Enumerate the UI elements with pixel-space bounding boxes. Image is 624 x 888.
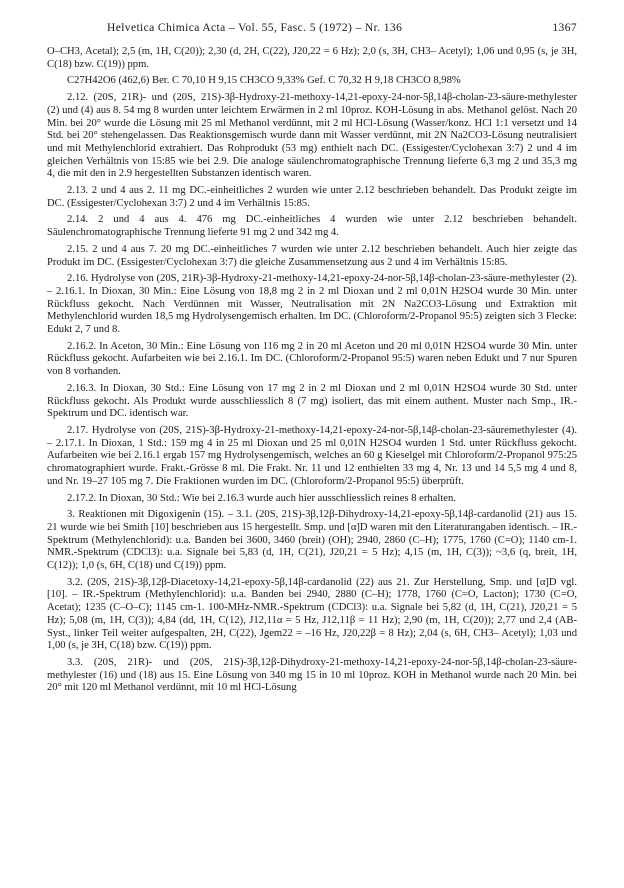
paragraph-p3: 2.13. 2 und 4 aus 2. 11 mg DC.-einheitliches 2 wurden wie unter 2.12 beschrieben behandelt. Das Produkt zeigte im DC. (Essigester/Cyclohexan 3:7) 2 und 4 im Verhältnis 15:85. xyxy=(47,185,577,209)
paragraph-p6: 2.16. Hydrolyse von (20S, 21R)-3β-Hydroxy-21-methoxy-14,21-epoxy-24-nor-5β,14β-cholan-23-säure-methylester (2). – 2.16.1. In Dioxan, 30 Min.: Eine Lösung von 18,8 mg 2 in 2 ml Dioxan und 2 ml 0,01N H2SO4 wurde 30 Min. unter Rückfluss gekocht. Nach Verdünnen mit Wasser, Neutralisation mit 2N Na2CO3-Lösung und Extraktion mit Methylenchlorid wurden 18,5 mg Hydrolysengemisch erhalten. Im DC. (Chloroform/2-Propanol 95:5) zeigten sich 3 Flecke: Edukt 2, 7 und 8. xyxy=(47,273,577,336)
paragraph-p13: 3.3. (20S, 21R)- und (20S, 21S)-3β,12β-Dihydroxy-21-methoxy-14,21-epoxy-24-nor-5β,14β-cholan-23-säure-methylester (16) und (18) aus 15. Eine Lösung von 340 mg 15 in 10 ml 10proz. KOH in Methanol wurde nach 20 Min. bei 20° mit 120 ml Methanol verdünnt, mit 10 ml HCl-Lösung xyxy=(47,656,577,694)
paragraph-p2: 2.12. (20S, 21R)- und (20S, 21S)-3β-Hydroxy-21-methoxy-14,21-epoxy-24-nor-5β,14β-cholan-23-säure-methylester (2) und (4) aus 8. 54 mg 8 wurden unter leichtem Erwärmen in 2 ml 10proz. KOH-Lösung in abs. Methanol gelöst. Nach 20 Min. bei 20° wurde die Lösung mit 25 ml Methanol verdünnt, mit 2 ml HCl-Lösung (Wasser/konz. HCl 1:1 versetzt und 14 Std. bei 20° stehengelassen. Das Reaktionsgemisch wurde dann mit Wasser verdünnt, mit 2N Na2CO3-Lösung neutralisiert und mit Methylenchlorid extrahiert. Das Rohprodukt (53 mg) enthielt nach DC. (Essigester/Cyclohexan 3:7) 2 und 4 im gleichen Verhältnis von 15:85 wie bei 2.9. Die analoge säulenchromatographische Trennung lieferte 6,3 mg 2 und 35,3 mg 4, die mit den in 2.9 hergestellten Substanzen identisch waren. xyxy=(47,92,577,180)
journal-title: Helvetica Chimica Acta – Vol. 55, Fasc. 5 (1972) – Nr. 136 xyxy=(107,22,403,34)
paragraph-p1: C27H42O6 (462,6) Ber. C 70,10 H 9,15 CH3CO 9,33% Gef. C 70,32 H 9,18 CH3CO 8,98% xyxy=(67,75,461,87)
journal-page xyxy=(47,22,577,699)
paragraph-p8: 2.16.3. In Dioxan, 30 Std.: Eine Lösung von 17 mg 2 in 2 ml Dioxan und 2 ml 0,01N H2SO4 wurde 30 Std. unter Rückfluss gekocht. Als Produkt wurde ausschliesslich 8 (7 mg) isoliert, das mit einem authent. Muster nach Smp., IR.-Spektrum und DC. identisch war. xyxy=(47,382,577,420)
paragraph-p7: 2.16.2. In Aceton, 30 Min.: Eine Lösung von 116 mg 2 in 20 ml Aceton und 20 ml 0,01N H2SO4 wurde 30 Min. unter Rückfluss gekocht. Aufarbeiten wie bei 2.16.1. Im DC. (Chloroform/2-Propanol 95:5) waren neben Edukt und 7 nur Spuren von 8 vorhanden. xyxy=(47,340,577,378)
paragraph-p0: O–CH3, Acetal); 2,5 (m, 1H, C(20)); 2,30 (d, 2H, C(22), J20,22 = 6 Hz); 2,0 (s, 3H, CH3– Acetyl); 1,06 und 0,95 (s, je 3H, C(18) bzw. C(19)) ppm. xyxy=(47,46,577,70)
article-body xyxy=(47,46,577,695)
paragraph-p5: 2.15. 2 und 4 aus 7. 20 mg DC.-einheitliches 7 wurden wie unter 2.12 beschrieben behandelt. Auch hier zeigte das Produkt im DC. (Essigester/Cyclohexan 3:7) die gleiche Zusammensetzung aus 2 und 4 im Verhältnis 15:85. xyxy=(47,243,577,268)
paragraph-p9: 2.17. Hydrolyse von (20S, 21S)-3β-Hydroxy-21-methoxy-14,21-epoxy-24-nor-5β,14β-cholan-23-säuremethylester (4). – 2.17.1. In Dioxan, 1 Std.: 159 mg 4 in 25 ml Dioxan und 25 ml 0,01N H2SO4 wurden 1 Std. unter Rückfluss gekocht. Aufarbeiten wie bei 2.16.1 ergab 157 mg Hydrolysengemisch, welches an 60 g Kieselgel mit Chloroform/2-Propanol 975:25 chromatographiert wurde. Frakt.-Grösse 8 ml. Die Frakt. Nr. 11 und 12 enthielten 33 mg 4, Nr. 13 und 14 5,5 mg 4 und 8, und Nr. 19–27 105 mg 7. Die Fraktionen wurden im DC. (Chloroform/2-Propanol 95:5) überprüft. xyxy=(47,424,577,487)
paragraph-p11: 3. Reaktionen mit Digoxigenin (15). – 3.1. (20S, 21S)-3β,12β-Dihydroxy-14,21-epoxy-5β,14β-cardanolid (21) aus 15. 21 wurde wie bei Smith [10] beschrieben aus 15 hergestellt. Smp. und [α]D waren mit den Literaturangaben identisch. – IR.-Spektrum (Methylenchlorid): u.a. Banden bei 3600, 3460 (breit) (OH); 2940, 2860 (C–H); 1775, 1760 (C=O); 1140 cm-1. NMR.-Spektrum (CDCl3): u.a. Signale bei 5,83 (d, 1H, C(21), J20,21 = 5 Hz); 4,15 (m, 1H, C(3)); ~3,6 (q, breit, 1H, C(12)); 1,0 (s, 6H, C(18) und C(19)) ppm. xyxy=(47,509,577,572)
running-header xyxy=(47,22,577,40)
paragraph-p4: 2.14. 2 und 4 aus 4. 476 mg DC.-einheitliches 4 wurden wie unter 2.12 beschrieben behandelt. Säulenchromatographische Trennung lieferte 91 mg 2 und 342 mg 4. xyxy=(47,214,577,239)
paragraph-p12: 3.2. (20S, 21S)-3β,12β-Diacetoxy-14,21-epoxy-5β,14β-cardanolid (22) aus 21. Zur Herstellung, Smp. und [α]D vgl. [10]. – IR.-Spektrum (Methylenchlorid): u.a. Banden bei 2940, 2880 (C–H); 1778, 1760 (C=O, Lacton); 1730 (C=O, Acetat); 1235 (C–O–C); 1145 cm-1. 100-MHz-NMR.-Spektrum (CDCl3): u.a. Signale bei 5,82 (d, 1H, C(21), J20,21 = 5 Hz); 5,08 (m, 1H, C(3)); 4,84 (dd, 1H, C(12), J12,11α = 5 Hz, J12,11β = 11 Hz); 2,90 (m, 1H, C(20)); 2,77 und 2,4 (AB-Syst., linker Teil weiter aufgespalten, 2H, C(22), Jgem22 = –16 Hz, J20,22β = 8 Hz); 2,04 (s, 6H, CH3– Acetyl); 1,03 und 1,00 (s, je 3H, C(18) bzw. C(19)) ppm. xyxy=(47,576,577,652)
paragraph-p10: 2.17.2. In Dioxan, 30 Std.: Wie bei 2.16.3 wurde auch hier ausschliesslich reines 8 erhalten. xyxy=(67,492,456,504)
page-number: 1367 xyxy=(552,22,577,34)
